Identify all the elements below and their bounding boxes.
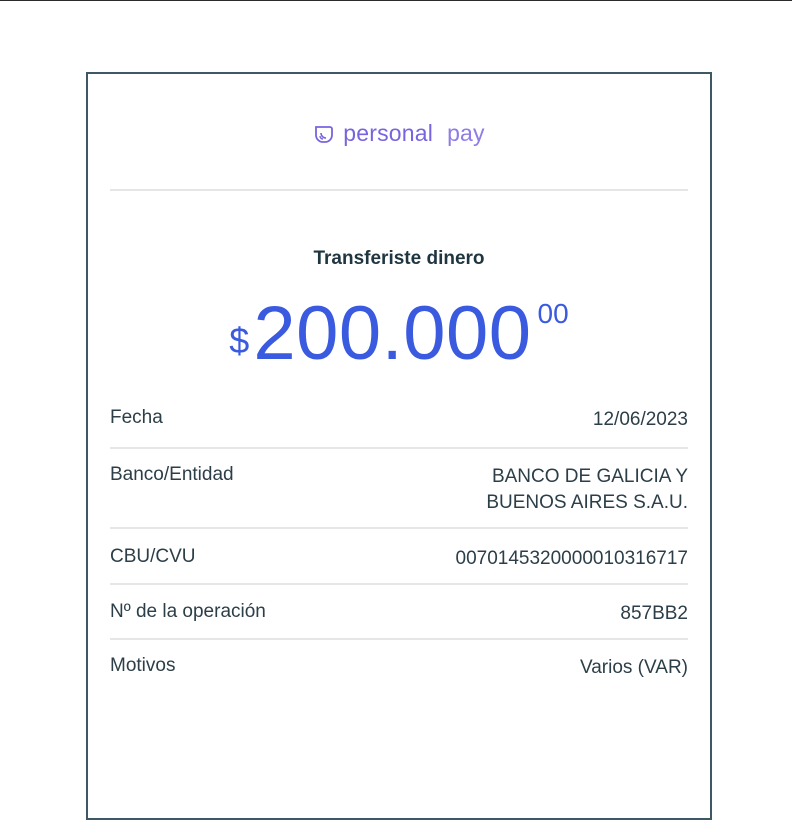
detail-row-motivos [110, 640, 688, 690]
receipt-details [110, 392, 688, 690]
banco-value-line2: BUENOS AIRES S.A.U. [486, 492, 688, 513]
banco-value [486, 464, 688, 516]
fecha-value: 12/06/2023 [592, 409, 688, 430]
cbu-label: CBU/CVU [110, 546, 196, 567]
motivos-label: Motivos [110, 655, 176, 676]
amount-cents: 00 [537, 298, 569, 329]
receipt-title: Transferiste dinero [313, 248, 485, 269]
amount-integer: 200.000 [253, 291, 532, 376]
banco-label: Banco/Entidad [110, 464, 234, 485]
motivos-value: Varios (VAR) [579, 657, 688, 678]
amount-currency: $ [229, 320, 250, 361]
banco-value-line1: BANCO DE GALICIA Y [491, 466, 688, 487]
brand-name-pay: pay [447, 120, 485, 146]
transfer-receipt-card [86, 72, 712, 820]
detail-row-cbu [110, 529, 688, 585]
operacion-label: Nº de la operación [110, 601, 266, 622]
detail-row-fecha [110, 392, 688, 449]
operacion-value: 857BB2 [620, 603, 688, 624]
transfer-amount [88, 291, 710, 376]
brand-divider [110, 189, 688, 191]
brand-name-personal: personal [343, 120, 434, 146]
detail-row-operacion [110, 585, 688, 640]
personal-pay-logo-icon [313, 123, 335, 145]
fecha-label: Fecha [110, 407, 163, 428]
cbu-value: 0070145320000010316717 [455, 548, 688, 569]
detail-row-banco [110, 449, 688, 529]
top-divider [0, 0, 792, 1]
brand-logo [88, 120, 710, 147]
